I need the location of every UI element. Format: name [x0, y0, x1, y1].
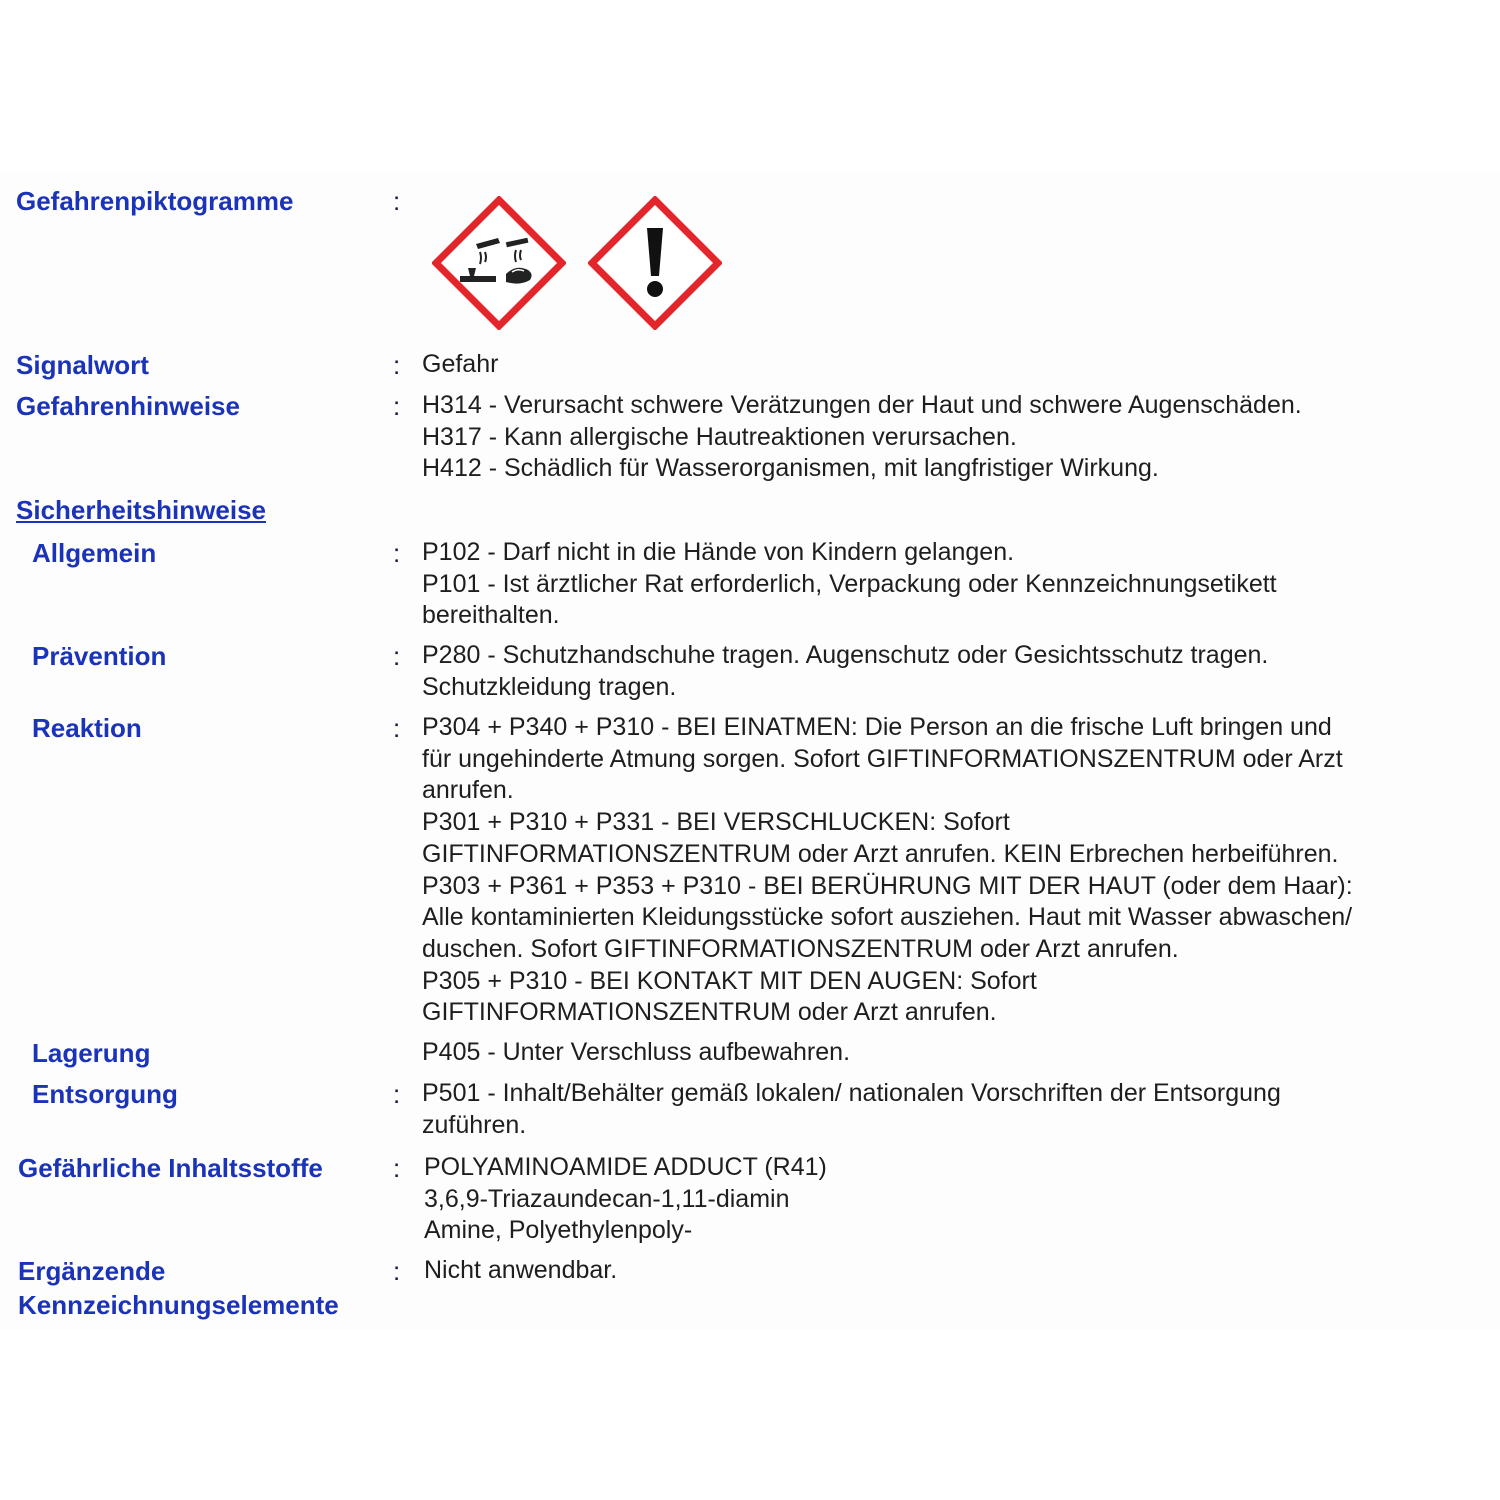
precautionary-statement: zuführen.: [422, 1110, 527, 1139]
hazard-statements-list: [422, 390, 1462, 485]
storage-statements: [422, 1037, 1462, 1069]
hazard-statement: H317 - Kann allergische Hautreaktionen verursachen.: [422, 422, 1017, 451]
precautionary-statement: P304 + P340 + P310 - BEI EINATMEN: Die Person an die frische Luft bringen und: [422, 713, 1332, 741]
precautionary-statement: Alle kontaminierten Kleidungsstücke sofort ausziehen. Haut mit Wasser abwaschen/: [422, 903, 1353, 932]
hazardous-ingredients-label: Gefährliche Inhaltsstoffe: [18, 1153, 323, 1183]
precautionary-statement: Schutzkleidung tragen.: [422, 672, 677, 701]
separator-colon: :: [393, 538, 401, 568]
precautionary-statement: P101 - Ist ärztlicher Rat erforderlich, Verpackung oder Kennzeichnungsetikett: [422, 569, 1277, 598]
ingredient: Amine, Polyethylenpoly-: [424, 1216, 693, 1245]
storage-label: Lagerung: [32, 1038, 151, 1068]
general-statements: [422, 537, 1462, 632]
precautionary-statement: P102 - Darf nicht in die Hände von Kindern gelangen.: [422, 538, 1015, 566]
separator-colon: :: [393, 186, 401, 216]
precautionary-statement: P280 - Schutzhandschuhe tragen. Augenschutz oder Gesichtsschutz tragen.: [422, 641, 1269, 669]
precautionary-statements-heading: Sicherheitshinweise: [16, 495, 266, 525]
separator-colon: :: [393, 1256, 401, 1286]
pictogram-group: [432, 196, 732, 332]
prevention-statements: [422, 640, 1462, 703]
prevention-label: Prävention: [32, 641, 167, 671]
corrosion-pictogram-icon: [432, 196, 566, 330]
response-label: Reaktion: [32, 713, 142, 743]
hazard-statement: H314 - Verursacht schwere Verätzungen der Haut und schwere Augenschäden.: [422, 391, 1302, 419]
precautionary-statement: P303 + P361 + P353 + P310 - BEI BERÜHRUNG MIT DER HAUT (oder dem Haar):: [422, 871, 1353, 900]
precautionary-statement: duschen. Sofort GIFTINFORMATIONSZENTRUM oder Arzt anrufen.: [422, 934, 1179, 963]
signal-word-value: Gefahr: [422, 350, 499, 378]
supplementary-label-line1: Ergänzende: [18, 1256, 166, 1286]
precautionary-statement: P405 - Unter Verschluss aufbewahren.: [422, 1038, 851, 1066]
hazardous-ingredients-list: [424, 1152, 1464, 1247]
general-label: Allgemein: [32, 538, 157, 568]
supplementary-value: Nicht anwendbar.: [424, 1256, 618, 1284]
hazard-statements-label: Gefahrenhinweise: [16, 391, 240, 421]
precautionary-statement: für ungehinderte Atmung sorgen. Sofort GIFTINFORMATIONSZENTRUM oder Arzt: [422, 744, 1343, 773]
precautionary-statement: P501 - Inhalt/Behälter gemäß lokalen/ nationalen Vorschriften der Entsorgung: [422, 1079, 1281, 1107]
precautionary-statement: GIFTINFORMATIONSZENTRUM oder Arzt anrufen. KEIN Erbrechen herbeiführen.: [422, 839, 1339, 868]
separator-colon: :: [393, 391, 401, 421]
separator-colon: :: [393, 1153, 401, 1183]
precautionary-statement: GIFTINFORMATIONSZENTRUM oder Arzt anrufen.: [422, 998, 997, 1027]
ingredient: POLYAMINOAMIDE ADDUCT (R41): [424, 1153, 827, 1181]
separator-colon: :: [393, 641, 401, 671]
precautionary-statement: bereithalten.: [422, 601, 560, 630]
disposal-statements: [422, 1078, 1462, 1141]
exclamation-pictogram-icon: [588, 196, 722, 330]
pictograms-label: Gefahrenpiktogramme: [16, 186, 294, 216]
precautionary-statement: P301 + P310 + P331 - BEI VERSCHLUCKEN: Sofort: [422, 808, 1010, 837]
ingredient: 3,6,9-Triazaundecan-1,11-diamin: [424, 1184, 790, 1213]
precautionary-statement: P305 + P310 - BEI KONTAKT MIT DEN AUGEN: Sofort: [422, 966, 1037, 995]
hazard-statement: H412 - Schädlich für Wasserorganismen, mit langfristiger Wirkung.: [422, 454, 1159, 483]
response-statements: [422, 712, 1462, 1029]
precautionary-statement: anrufen.: [422, 776, 514, 805]
signal-word-label: Signalwort: [16, 350, 149, 380]
supplementary-label-line2: Kennzeichnungselemente: [18, 1290, 339, 1320]
separator-colon: :: [393, 1079, 401, 1109]
separator-colon: :: [393, 713, 401, 743]
disposal-label: Entsorgung: [32, 1079, 178, 1109]
separator-colon: :: [393, 350, 401, 380]
